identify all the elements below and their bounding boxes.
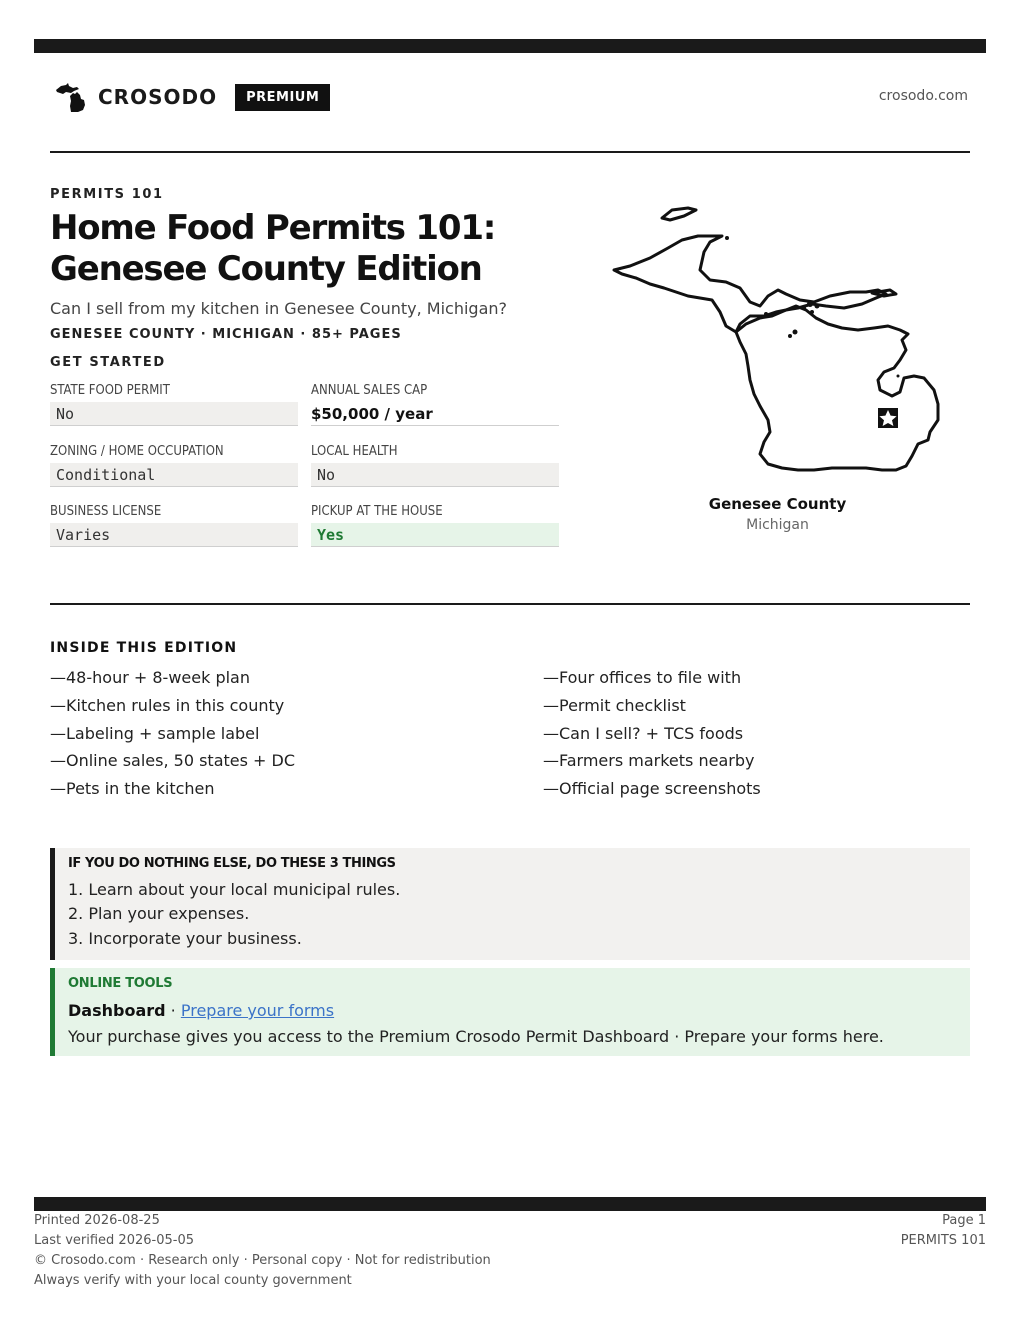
tools-separator: · xyxy=(165,1001,181,1020)
field-value: $50,000 / year xyxy=(311,402,559,426)
three-things-callout xyxy=(50,848,970,960)
field-value: Conditional xyxy=(50,463,298,487)
map-county-label: Genesee County xyxy=(708,495,847,513)
michigan-outline-icon xyxy=(600,200,950,480)
field-state-food-permit xyxy=(50,383,298,426)
toc-item[interactable]: —Farmers markets nearby xyxy=(543,751,755,770)
callout-item: 2. Plan your expenses. xyxy=(68,904,250,923)
field-annual-sales-cap xyxy=(311,383,559,426)
field-value: No xyxy=(311,463,559,487)
field-pickup xyxy=(311,504,559,547)
header-divider xyxy=(50,151,970,153)
site-url[interactable]: crosodo.com xyxy=(878,88,968,104)
field-label: LOCAL HEALTH xyxy=(311,444,398,459)
page-number: Page 1 xyxy=(942,1213,986,1228)
field-local-health xyxy=(311,444,559,487)
toc-item[interactable]: —Kitchen rules in this county xyxy=(50,696,285,715)
toc-item[interactable]: —Official page screenshots xyxy=(543,779,761,798)
top-bar xyxy=(34,39,986,53)
toc-item[interactable]: —Four offices to file with xyxy=(543,668,742,687)
toc-item[interactable]: —48-hour + 8-week plan xyxy=(50,668,250,687)
field-business-license xyxy=(50,504,298,547)
callout-item: 1. Learn about your local municipal rules. xyxy=(68,880,401,899)
prepare-forms-link[interactable]: Prepare your forms xyxy=(180,1001,335,1020)
callout-heading: IF YOU DO NOTHING ELSE, DO THESE 3 THINGS xyxy=(68,856,396,871)
brand[interactable] xyxy=(54,80,330,114)
section-divider xyxy=(50,603,970,605)
printed-date: Printed 2026-08-25 xyxy=(34,1213,160,1228)
verify-note: Always verify with your local county government xyxy=(34,1273,352,1288)
page-subtitle: Can I sell from my kitchen in Genesee County, Michigan? xyxy=(50,299,508,318)
toc-item[interactable]: —Online sales, 50 states + DC xyxy=(50,751,296,770)
toc-item[interactable]: —Labeling + sample label xyxy=(50,724,260,743)
michigan-logo-icon xyxy=(54,80,88,114)
field-zoning xyxy=(50,444,298,487)
field-value: Yes xyxy=(311,523,559,547)
field-value: Varies xyxy=(50,523,298,547)
dashboard-label: Dashboard xyxy=(68,1001,166,1020)
inside-heading: INSIDE THIS EDITION xyxy=(50,640,238,656)
brand-name: CROSODO xyxy=(98,85,218,109)
section-kicker: PERMITS 101 xyxy=(50,187,164,202)
field-label: BUSINESS LICENSE xyxy=(50,504,162,519)
toc-item[interactable]: —Can I sell? + TCS foods xyxy=(543,724,744,743)
callout-item: 3. Incorporate your business. xyxy=(68,929,302,948)
title-line-1: Home Food Permits 101: xyxy=(50,208,496,248)
field-label: STATE FOOD PERMIT xyxy=(50,383,170,398)
field-label: PICKUP AT THE HOUSE xyxy=(311,504,443,519)
toc-item[interactable]: —Permit checklist xyxy=(543,696,686,715)
online-tools-callout xyxy=(50,968,970,1056)
footer-bar xyxy=(34,1197,986,1211)
tools-heading: ONLINE TOOLS xyxy=(68,976,173,991)
tools-description: Your purchase gives you access to the Premium Crosodo Permit Dashboard · Prepare your forms here. xyxy=(68,1027,884,1046)
field-value: No xyxy=(50,402,298,426)
copyright-notice: © Crosodo.com · Research only · Personal copy · Not for redistribution xyxy=(34,1253,491,1268)
footer-section: PERMITS 101 xyxy=(900,1233,986,1248)
michigan-map xyxy=(600,200,950,480)
page-meta: GENESEE COUNTY · MICHIGAN · 85+ PAGES xyxy=(50,327,402,342)
field-label: ANNUAL SALES CAP xyxy=(311,383,428,398)
verified-date: Last verified 2026-05-05 xyxy=(34,1233,194,1248)
get-started-heading: GET STARTED xyxy=(50,355,166,370)
premium-badge: PREMIUM xyxy=(235,84,330,111)
map-state-label: Michigan xyxy=(746,517,809,533)
title-line-2: Genesee County Edition xyxy=(50,249,482,289)
toc-item[interactable]: —Pets in the kitchen xyxy=(50,779,215,798)
field-label: ZONING / HOME OCCUPATION xyxy=(50,444,224,459)
tools-line xyxy=(68,1001,334,1020)
page-title xyxy=(50,208,610,290)
